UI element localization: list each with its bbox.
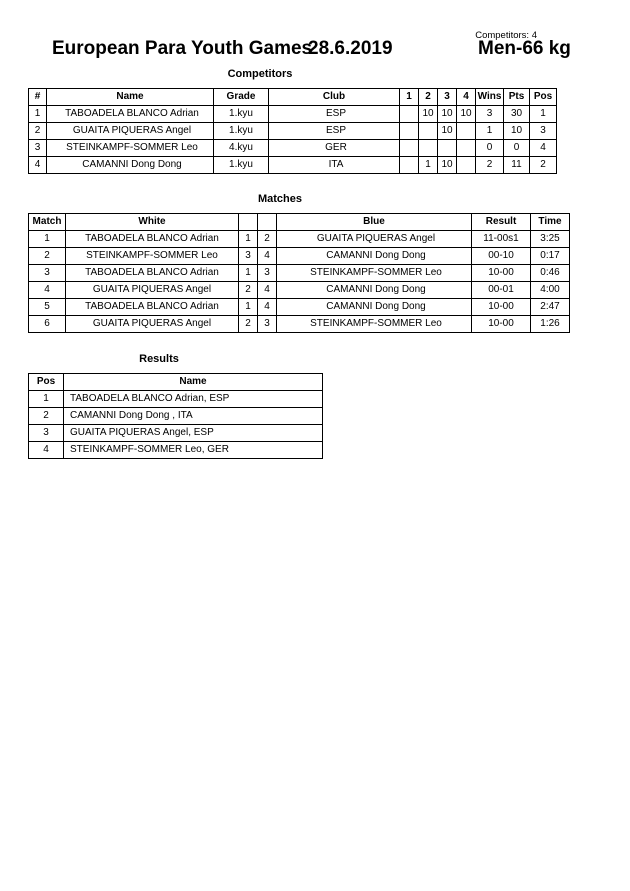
competitor-score-vs-2: 1 [419,157,438,174]
competitor-score-vs-3: 10 [438,106,457,123]
document-header [0,38,630,72]
event-title: European Para Youth Games [52,38,313,59]
competitor-points: 11 [504,157,530,174]
competitor-points: 10 [504,123,530,140]
competitors-count: Competitors: 4 [475,30,537,41]
column-header-number: # [29,89,47,106]
competitor-score-vs-2: 10 [419,106,438,123]
competitor-grade: 1.kyu [214,106,269,123]
competitor-name: GUAITA PIQUERAS Angel [47,123,214,140]
competitor-club: ESP [269,106,400,123]
match-time: 3:25 [531,231,570,248]
table-row [29,408,323,425]
results-section-caption: Results [139,353,179,365]
column-header-grade: Grade [214,89,269,106]
column-header-pts: Pts [504,89,530,106]
competitor-score-vs-1 [400,123,419,140]
match-result: 10-00 [472,316,531,333]
match-blue-number: 3 [258,316,277,333]
table-header-row [29,214,570,231]
competitor-points: 0 [504,140,530,157]
table-row [29,282,570,299]
match-white-name: TABOADELA BLANCO Adrian [66,265,239,282]
match-time: 2:47 [531,299,570,316]
match-time: 4:00 [531,282,570,299]
match-blue-name: CAMANNI Dong Dong [277,282,472,299]
match-white-name: TABOADELA BLANCO Adrian [66,231,239,248]
matches-section-caption: Matches [257,193,303,205]
match-white-number: 3 [239,248,258,265]
match-time: 0:46 [531,265,570,282]
column-header-white: White [66,214,239,231]
match-time: 0:17 [531,248,570,265]
table-row [29,157,557,174]
competitor-score-vs-1 [400,140,419,157]
match-white-name: TABOADELA BLANCO Adrian [66,299,239,316]
competitor-score-vs-4 [457,140,476,157]
match-white-number: 1 [239,231,258,248]
table-header-row [29,374,323,391]
competitor-name: TABOADELA BLANCO Adrian [47,106,214,123]
competitor-score-vs-4 [457,157,476,174]
column-header-time: Time [531,214,570,231]
match-blue-number: 4 [258,299,277,316]
column-header-round-1: 1 [400,89,419,106]
competitor-number: 3 [29,140,47,157]
competitor-grade: 1.kyu [214,157,269,174]
competitor-name: CAMANNI Dong Dong [47,157,214,174]
competitor-score-vs-2 [419,140,438,157]
match-result: 10-00 [472,265,531,282]
competitor-wins: 1 [476,123,504,140]
match-number: 2 [29,248,66,265]
match-blue-name: GUAITA PIQUERAS Angel [277,231,472,248]
match-number: 4 [29,282,66,299]
table-row [29,391,323,408]
weight-category: Men-66 kg [478,38,571,59]
column-header-match: Match [29,214,66,231]
table-row [29,106,557,123]
competitor-name: STEINKAMPF-SOMMER Leo [47,140,214,157]
competitor-points: 30 [504,106,530,123]
result-name: GUAITA PIQUERAS Angel, ESP [64,425,323,442]
column-header-blue-number [258,214,277,231]
match-white-number: 1 [239,299,258,316]
table-row [29,123,557,140]
competitor-club: GER [269,140,400,157]
competitor-score-vs-1 [400,106,419,123]
competitor-club: ESP [269,123,400,140]
result-position: 1 [29,391,64,408]
competitor-score-vs-3 [438,140,457,157]
competitors-table [28,88,557,174]
result-name: STEINKAMPF-SOMMER Leo, GER [64,442,323,459]
column-header-name: Name [47,89,214,106]
competitor-score-vs-2 [419,123,438,140]
column-header-pos: Pos [29,374,64,391]
competitors-section-caption: Competitors [227,68,293,80]
column-header-pos: Pos [530,89,557,106]
match-number: 6 [29,316,66,333]
column-header-wins: Wins [476,89,504,106]
result-position: 2 [29,408,64,425]
match-blue-number: 2 [258,231,277,248]
table-row [29,248,570,265]
match-number: 1 [29,231,66,248]
match-blue-number: 3 [258,265,277,282]
competitor-position: 3 [530,123,557,140]
match-result: 11-00s1 [472,231,531,248]
competitor-position: 1 [530,106,557,123]
competitor-grade: 4.kyu [214,140,269,157]
competitor-club: ITA [269,157,400,174]
result-position: 3 [29,425,64,442]
competitor-score-vs-1 [400,157,419,174]
competitor-wins: 0 [476,140,504,157]
competitor-number: 1 [29,106,47,123]
match-blue-number: 4 [258,282,277,299]
column-header-round-2: 2 [419,89,438,106]
competitor-score-vs-4 [457,123,476,140]
column-header-name: Name [64,374,323,391]
table-row [29,316,570,333]
table-header-row [29,89,557,106]
match-result: 00-10 [472,248,531,265]
table-row [29,231,570,248]
column-header-blue: Blue [277,214,472,231]
competitor-wins: 2 [476,157,504,174]
competitor-position: 4 [530,140,557,157]
column-header-club: Club [269,89,400,106]
table-row [29,425,323,442]
match-white-number: 1 [239,265,258,282]
competitor-number: 4 [29,157,47,174]
competitor-number: 2 [29,123,47,140]
match-blue-name: STEINKAMPF-SOMMER Leo [277,316,472,333]
match-blue-name: CAMANNI Dong Dong [277,248,472,265]
match-white-name: GUAITA PIQUERAS Angel [66,282,239,299]
competitor-score-vs-3: 10 [438,157,457,174]
match-time: 1:26 [531,316,570,333]
competitor-grade: 1.kyu [214,123,269,140]
table-row [29,265,570,282]
match-blue-number: 4 [258,248,277,265]
match-white-name: GUAITA PIQUERAS Angel [66,316,239,333]
competitor-score-vs-4: 10 [457,106,476,123]
competitor-position: 2 [530,157,557,174]
column-header-round-4: 4 [457,89,476,106]
table-row [29,140,557,157]
matches-table [28,213,570,333]
result-name: TABOADELA BLANCO Adrian, ESP [64,391,323,408]
result-name: CAMANNI Dong Dong , ITA [64,408,323,425]
result-position: 4 [29,442,64,459]
match-result: 00-01 [472,282,531,299]
competitor-wins: 3 [476,106,504,123]
match-number: 5 [29,299,66,316]
table-row [29,299,570,316]
column-header-result: Result [472,214,531,231]
match-white-number: 2 [239,282,258,299]
match-result: 10-00 [472,299,531,316]
competitor-score-vs-3: 10 [438,123,457,140]
match-white-number: 2 [239,316,258,333]
results-table [28,373,323,459]
match-blue-name: STEINKAMPF-SOMMER Leo [277,265,472,282]
event-date: 28.6.2019 [308,38,393,59]
match-white-name: STEINKAMPF-SOMMER Leo [66,248,239,265]
column-header-white-number [239,214,258,231]
column-header-round-3: 3 [438,89,457,106]
match-number: 3 [29,265,66,282]
table-row [29,442,323,459]
match-blue-name: CAMANNI Dong Dong [277,299,472,316]
